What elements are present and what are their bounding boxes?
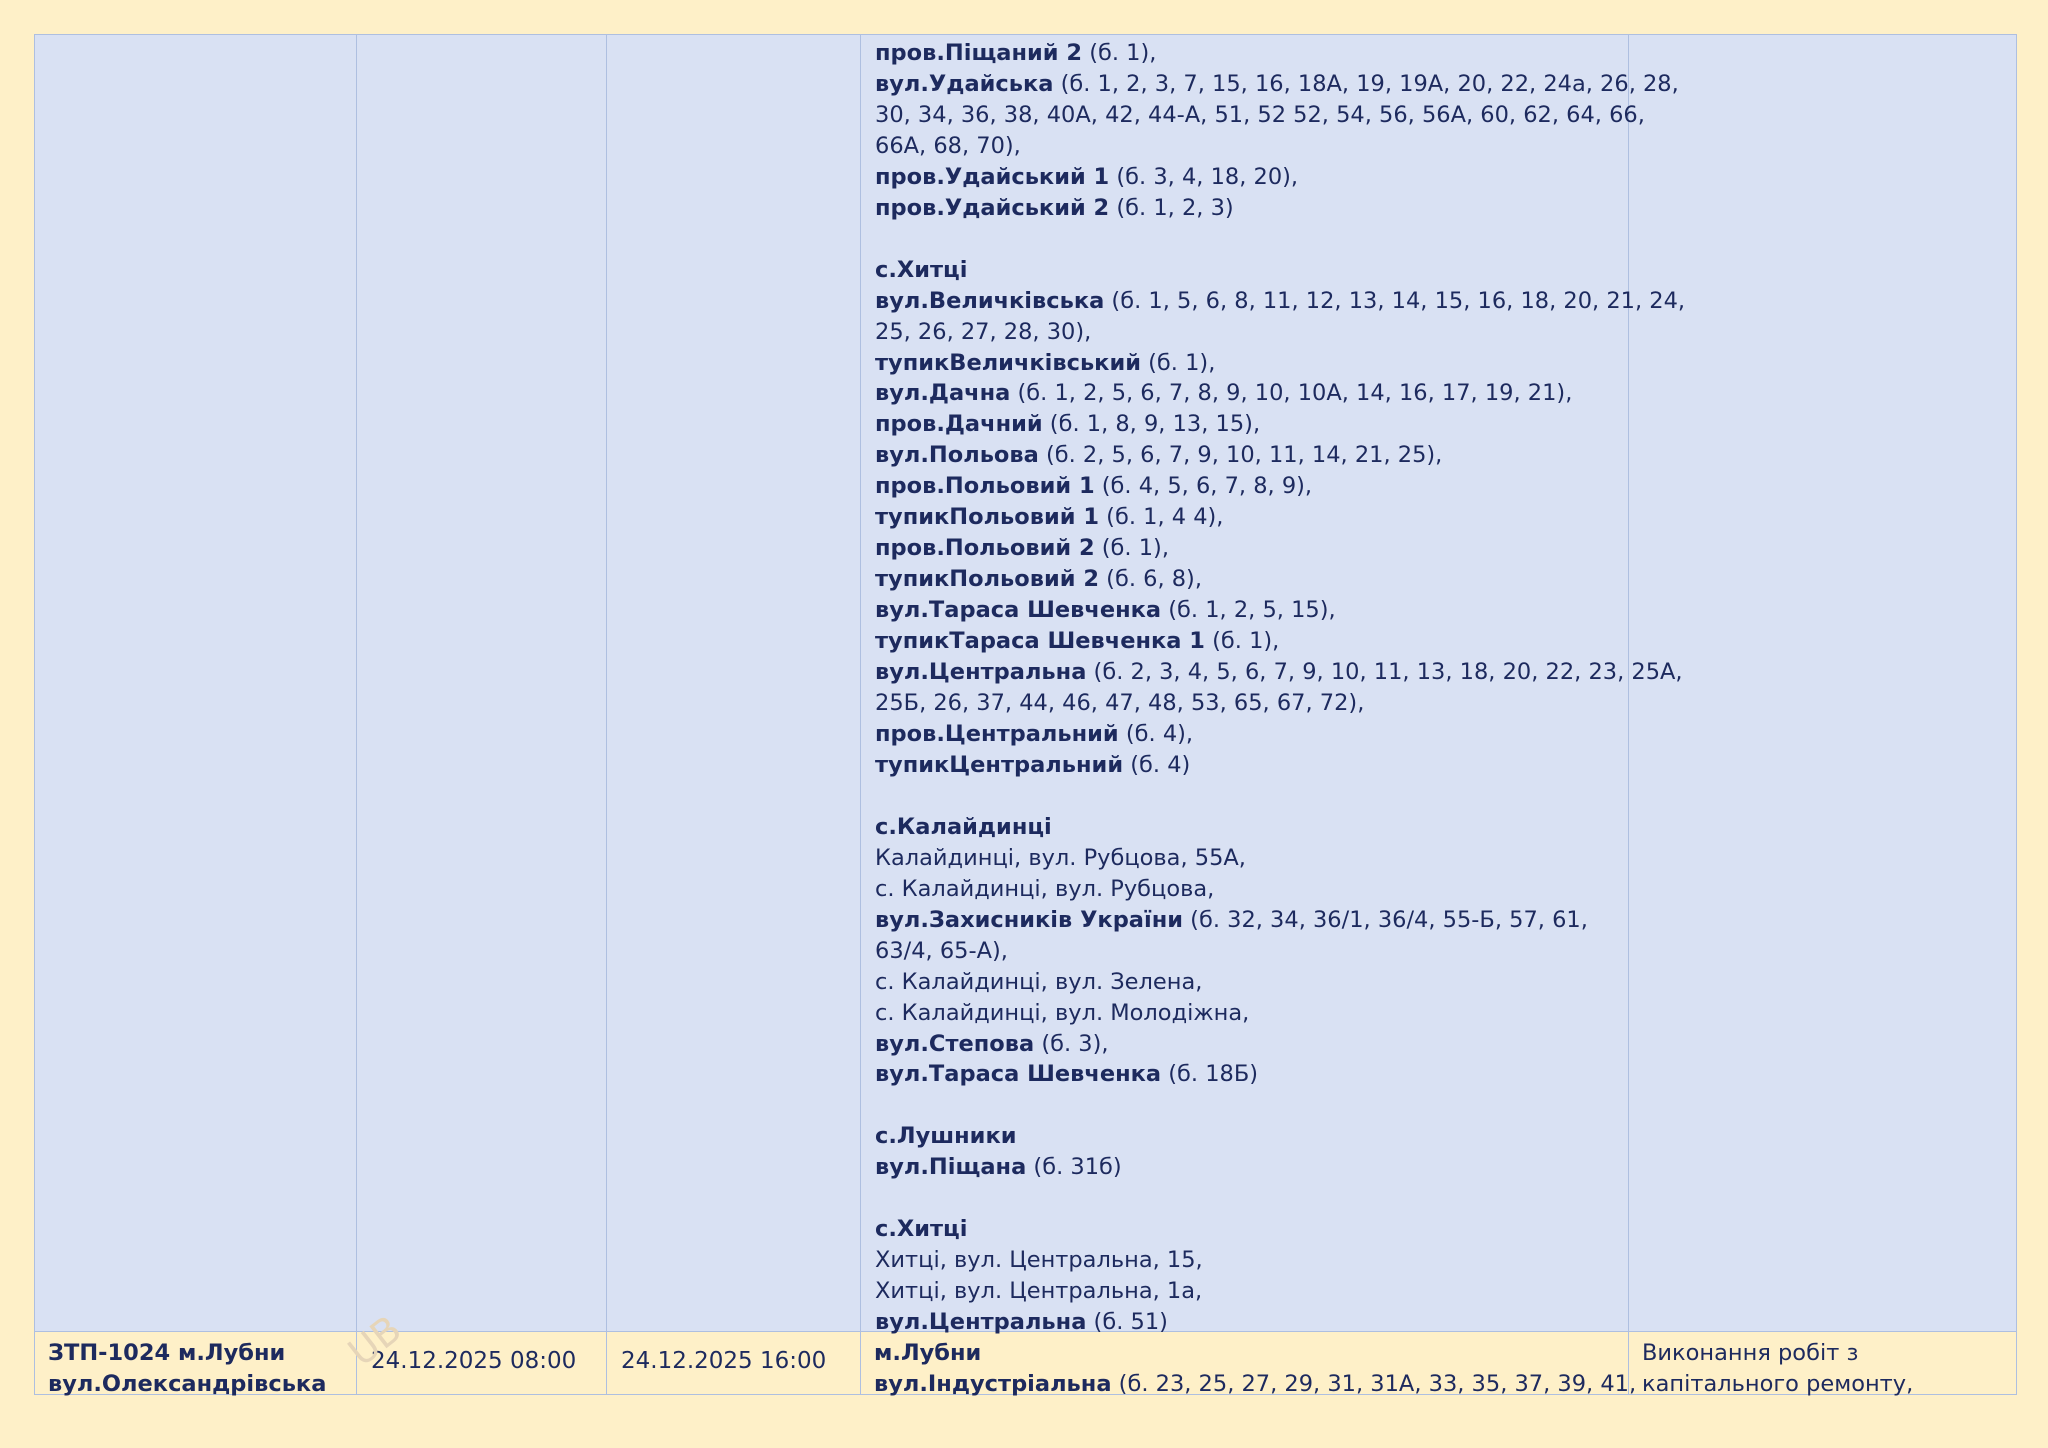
address-line (874, 1369, 1637, 1400)
house-numbers: (б. 4), (1118, 720, 1194, 747)
end-time-cell: 24.12.2025 16:00 (607, 1332, 861, 1394)
address-line (875, 936, 1616, 967)
address-line (875, 781, 1616, 812)
house-numbers: (б. 2, 3, 4, 5, 6, 7, 9, 10, 11, 13, 18, 20, 22, 23, 25А, (1086, 659, 1683, 686)
house-numbers: (б. 1, 2, 3) (1109, 194, 1234, 221)
street-name: тупикПольовий 2 (875, 566, 1100, 593)
address-line (875, 471, 1616, 502)
house-numbers: с. Калайдинці, вул. Рубцова, (875, 875, 1215, 902)
street-name: пров.Дачний (875, 411, 1043, 438)
house-numbers: (б. 51) (1086, 1309, 1168, 1336)
house-numbers: 30, 34, 36, 38, 40А, 42, 44-А, 51, 52 52, 54, 56, 56А, 60, 62, 64, 66, (875, 101, 1645, 128)
house-numbers: (б. 1, 2, 5, 6, 7, 8, 9, 10, 10А, 14, 16, 17, 19, 21), (1010, 380, 1573, 407)
house-numbers: (б. 1, 4 4), (1099, 504, 1224, 531)
address-line (875, 38, 1616, 69)
address-line (875, 502, 1616, 533)
house-numbers: (б. 4, 5, 6, 7, 8, 9), (1094, 473, 1313, 500)
house-numbers: с. Калайдинці, вул. Зелена, (875, 968, 1203, 995)
start-time-cell (357, 35, 607, 1331)
address-line (875, 317, 1616, 348)
street-name: вул.Індустріальна (874, 1370, 1112, 1397)
house-numbers: (б. 2, 5, 6, 7, 9, 10, 11, 14, 21, 25), (1038, 442, 1443, 469)
house-numbers: 25, 26, 27, 28, 30), (875, 318, 1092, 345)
address-line (875, 131, 1616, 162)
street-name: с.Хитці (875, 1216, 968, 1243)
street-name: тупикТараса Шевченка 1 (875, 628, 1205, 655)
address-line (875, 162, 1616, 193)
street-name: с.Лушники (875, 1123, 1017, 1150)
address-line (875, 843, 1616, 874)
address-line (875, 1245, 1616, 1276)
address-line (875, 1276, 1616, 1307)
street-name: вул.Центральна (875, 659, 1087, 686)
address-line (875, 750, 1616, 781)
house-numbers: Хитці, вул. Центральна, 15, (875, 1247, 1203, 1274)
address-line (875, 1059, 1616, 1090)
address-line (875, 100, 1645, 131)
object-cell (35, 35, 357, 1331)
street-name: пров.Удайський 2 (875, 194, 1110, 221)
street-name: вул.Піщана (875, 1154, 1027, 1181)
street-name: вул.Польова (875, 442, 1039, 469)
address-line (875, 1029, 1616, 1060)
outage-table (34, 34, 2017, 1395)
street-name: вул.Центральна (875, 1309, 1087, 1336)
address-line (875, 348, 1616, 379)
address-line (875, 224, 1616, 255)
address-line (875, 874, 1616, 905)
watermark: UB (340, 1306, 410, 1375)
reason-cell (1629, 1332, 2016, 1397)
street-name: с.Хитці (875, 256, 968, 283)
house-numbers: (б. 6, 8), (1099, 566, 1202, 593)
address-city: м.Лубни (874, 1340, 982, 1366)
address-line (875, 1183, 1616, 1214)
house-numbers: (б. 1), (1094, 535, 1169, 562)
reason-line: Виконання робіт з (1642, 1340, 1859, 1366)
address-line (875, 564, 1616, 595)
address-line (875, 657, 1683, 688)
street-name: вул.Величківська (875, 287, 1105, 314)
address-cell (861, 35, 1686, 1336)
address-line (875, 1090, 1616, 1121)
street-name: с.Калайдинці (875, 813, 1052, 840)
address-line (875, 533, 1616, 564)
house-numbers: (б. 3), (1034, 1030, 1109, 1057)
house-numbers: (б. 4) (1123, 751, 1191, 778)
street-name: пров.Польовий 1 (875, 473, 1095, 500)
house-numbers: (б. 3, 4, 18, 20), (1109, 163, 1299, 190)
street-name: пров.Піщаний 2 (875, 40, 1083, 66)
street-name: вул.Дачна (875, 380, 1011, 407)
address-line (875, 595, 1616, 626)
house-numbers: (б. 31б) (1026, 1154, 1122, 1181)
address-line (875, 812, 1616, 843)
street-name: пров.Центральний (875, 720, 1119, 747)
street-name: тупикЦентральний (875, 751, 1124, 778)
house-numbers: (б. 32, 34, 36/1, 36/4, 55-Б, 57, 61, (1183, 906, 1588, 933)
street-name: тупикВеличківський (875, 349, 1141, 376)
end-time-cell (607, 35, 861, 1331)
street-name: вул.Тараса Шевченка (875, 1061, 1162, 1088)
house-numbers: (б. 1), (1140, 349, 1216, 376)
reason-line: капітального ремонту, (1642, 1370, 1914, 1397)
house-numbers: (б. 1, 2, 5, 15), (1161, 597, 1336, 624)
house-numbers: (б. 1), (1204, 628, 1280, 655)
table-row (35, 1331, 2016, 1397)
address-line (875, 1152, 1616, 1183)
street-name: пров.Польовий 2 (875, 535, 1095, 562)
house-numbers: (б. 1), (1082, 40, 1157, 66)
house-numbers: Хитці, вул. Центральна, 1а, (875, 1278, 1203, 1305)
address-line (875, 719, 1616, 750)
house-numbers: 25Б, 26, 37, 44, 46, 47, 48, 53, 65, 67, 72), (875, 690, 1365, 717)
house-numbers: 66А, 68, 70), (875, 132, 1021, 159)
street-name: вул.Степова (875, 1030, 1035, 1057)
street-name: тупикПольовий 1 (875, 504, 1100, 531)
house-numbers: (б. 1, 8, 9, 13, 15), (1042, 411, 1261, 438)
house-numbers: 63/4, 65-А), (875, 937, 1008, 964)
address-line (875, 998, 1616, 1029)
house-numbers: с. Калайдинці, вул. Молодіжна, (875, 999, 1250, 1026)
start-time-cell: 24.12.2025 08:00 (357, 1332, 607, 1394)
address-line (875, 1214, 1616, 1245)
object-street: вул.Олександрівська (48, 1370, 327, 1397)
object-name: ЗТП-1024 м.Лубни (48, 1340, 286, 1366)
address-line (875, 409, 1616, 440)
street-name: пров.Удайський 1 (875, 163, 1110, 190)
house-numbers: (б. 18Б) (1161, 1061, 1259, 1088)
address-line (875, 440, 1616, 471)
house-numbers: (б. 1, 2, 3, 7, 15, 16, 18А, 19, 19А, 20, 22, 24а, 26, 28, (1053, 70, 1679, 97)
object-cell (35, 1332, 357, 1397)
address-line (875, 286, 1686, 317)
address-line (875, 626, 1616, 657)
address-line (875, 688, 1616, 719)
address-line (875, 378, 1616, 409)
address-line (875, 255, 1616, 286)
address-line (875, 1121, 1616, 1152)
address-line (875, 967, 1616, 998)
address-cell (861, 1332, 1637, 1397)
street-name: вул.Удайська (875, 70, 1054, 97)
reason-cell (1629, 35, 2016, 1331)
address-line (875, 905, 1616, 936)
house-numbers: (б. 23, 25, 27, 29, 31, 31А, 33, 35, 37, 39, 41, (1111, 1370, 1637, 1397)
street-name: вул.Тараса Шевченка (875, 597, 1162, 624)
address-list (861, 35, 1686, 1338)
house-numbers: Калайдинці, вул. Рубцова, 55А, (875, 844, 1246, 871)
street-name: вул.Захисників України (875, 906, 1184, 933)
address-line (875, 193, 1616, 224)
table-row (35, 35, 2016, 1336)
house-numbers: (б. 1, 5, 6, 8, 11, 12, 13, 14, 15, 16, 18, 20, 21, 24, (1104, 287, 1686, 314)
address-line (875, 69, 1679, 100)
